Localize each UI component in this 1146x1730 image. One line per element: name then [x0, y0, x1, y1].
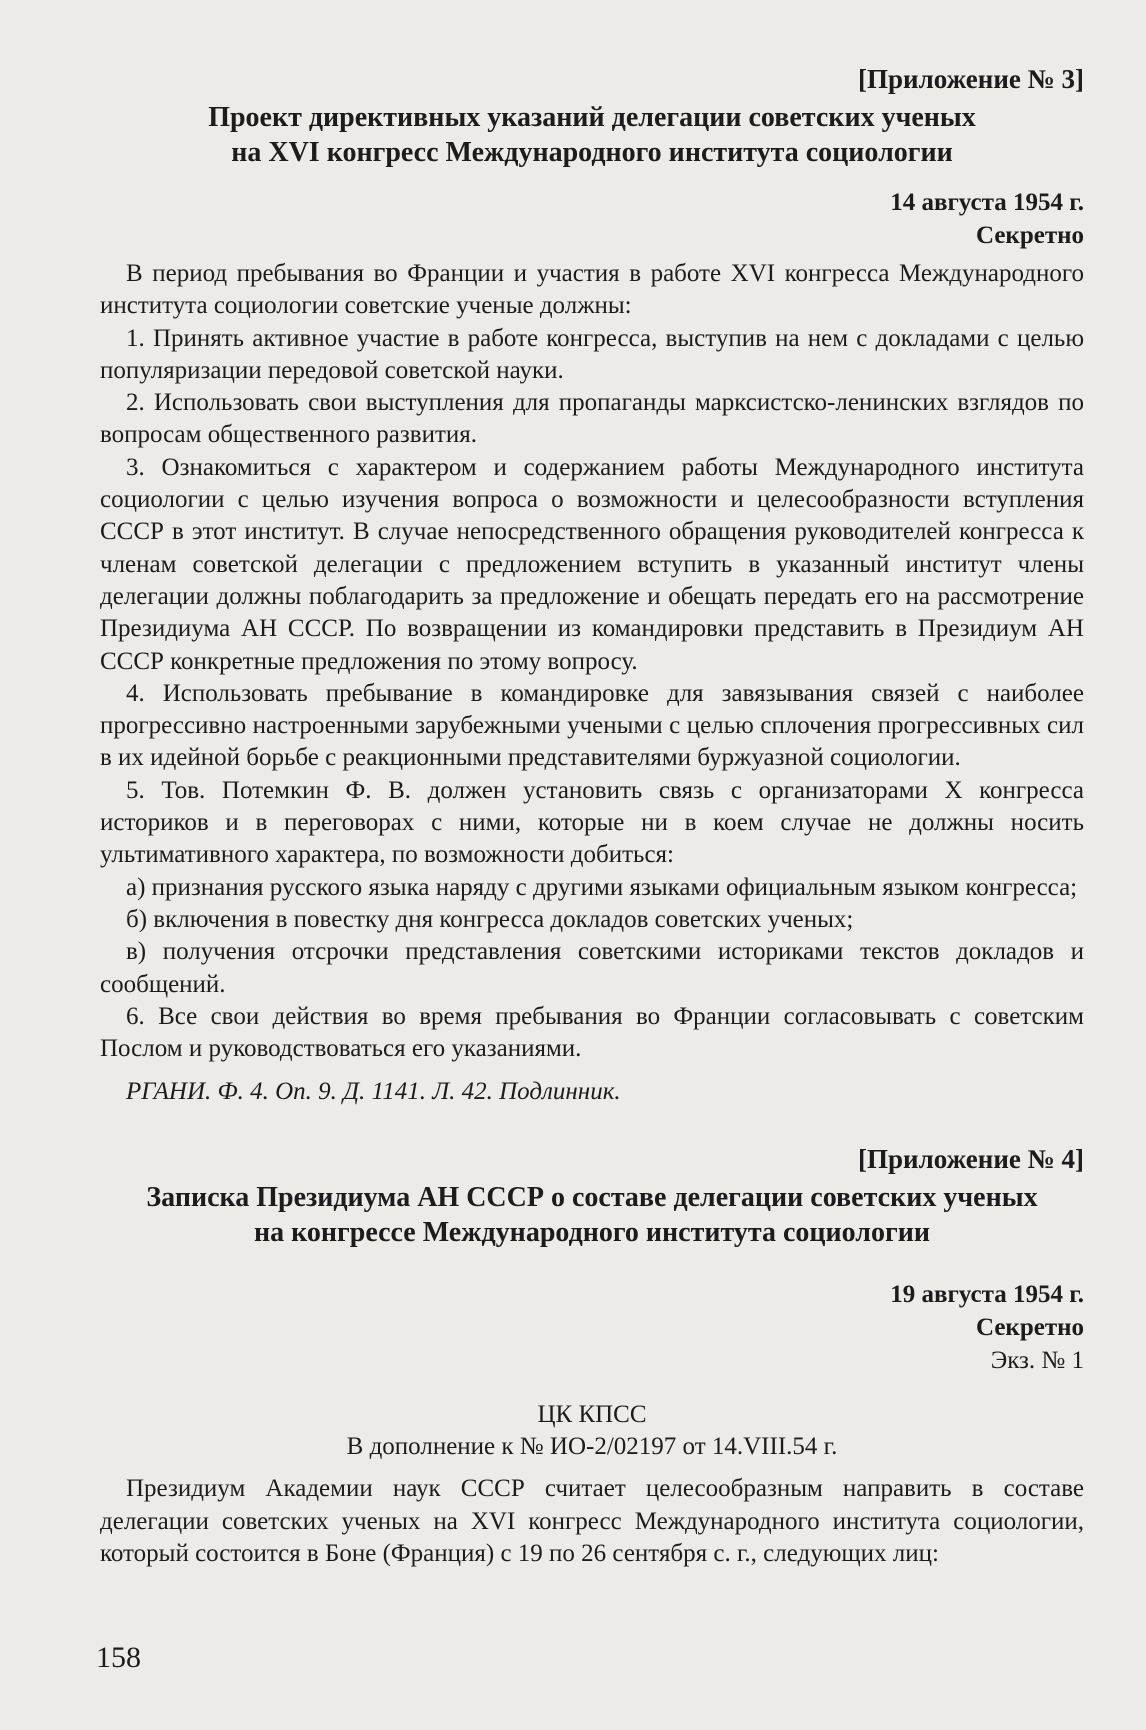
appendix-3-item-1: 1. Принять активное участие в работе конгресса, выступив на нем с докладами с целью популяризации передовой советской науки.: [100, 324, 1084, 384]
appendix-4-title-line-1: Записка Президиума АН СССР о составе делегации советских ученых: [146, 1182, 1038, 1214]
appendix-3-item-2: 2. Использовать свои выступления для пропаганды марксистско-ленинских взглядов по вопросам общественного развития.: [100, 389, 1084, 449]
page-number: 158: [96, 1641, 141, 1674]
appendix-4-body: Президиум Академии наук СССР считает целесообразным направить в составе делегации советских ученых на XVI конгресс Международного института социологии, который состоится в Боне (Франция) с 19 по 26 сентября с. г., следующих лиц:: [100, 1475, 1084, 1568]
appendix-3-date: 14 августа 1954 г.: [890, 189, 1084, 216]
appendix-3-subitem-b: б) включения в повестку дня конгресса докладов советских ученых;: [126, 905, 854, 933]
appendix-3-intro: В период пребывания во Франции и участия в работе XVI конгресса Международного института социологии советские ученые должны:: [100, 260, 1084, 320]
appendix-3-item-4: 4. Использовать пребывание в командировке для завязывания связей с наиболее прогрессивно настроенными зарубежными учеными с целью сплочения прогрессивных сил в их идейной борьбе с реакционными представителями буржуазной социологии.: [100, 679, 1084, 772]
appendix-3-title-line-2: на XVI конгресс Международного института социологии: [231, 137, 953, 168]
appendix-4-reference: В дополнение к № ИО-2/02197 от 14.VIII.54 г.: [346, 1433, 838, 1461]
appendix-3-label: [Приложение № 3]: [858, 64, 1084, 94]
appendix-3-title-line-1: Проект директивных указаний делегации советских ученых: [208, 102, 976, 133]
appendix-4-title-line-2: на конгрессе Международного института социологии: [254, 1217, 930, 1249]
appendix-4-copy-number: Экз. № 1: [990, 1347, 1084, 1375]
appendix-3-title: [100, 100, 1084, 170]
appendix-3-item-3: 3. Ознакомиться с характером и содержанием работы Международного института социологии с целью изучения вопроса о возможности и целесообразности вступления СССР в этот институт. В случае непосредственного обращения руководителей конгресса к членам советской делегации с предложением вступить в указанный институт члены делегации должны поблагодарить за предложение и обещать передать его на рассмотрение Президиума АН СССР. По возвращении из командировки представить в Президиум АН СССР конкретные предложения по этому вопросу.: [100, 453, 1084, 675]
appendix-4-recipient: ЦК КПСС: [537, 1401, 647, 1429]
appendix-4-date: 19 августа 1954 г.: [890, 1281, 1084, 1309]
appendix-3-item-6: 6. Все свои действия во время пребывания во Франции согласовывать с советским Послом и руководствоваться его указаниями.: [100, 1002, 1084, 1063]
appendix-4-secret-mark: Секретно: [975, 1314, 1084, 1342]
appendix-4-label: [Приложение № 4]: [858, 1144, 1084, 1175]
appendix-3-subitem-c: в) получения отсрочки представления советскими историками текстов докладов и сообщений.: [100, 938, 1084, 998]
appendix-3-secret-mark: Секретно: [975, 222, 1084, 249]
appendix-3-subitem-a: а) признания русского языка наряду с другими языками официальным языком конгресса;: [126, 873, 1078, 901]
appendix-3-archive-source: РГАНИ. Ф. 4. Оп. 9. Д. 1141. Л. 42. Подлинник.: [126, 1078, 621, 1106]
appendix-4-title: [100, 1180, 1084, 1250]
appendix-3-item-5: 5. Тов. Потемкин Ф. В. должен установить связь с организаторами X конгресса историков и в переговорах с ними, которые ни в коем случае не должны носить ультимативного характера, по возможности добиться:: [100, 776, 1084, 869]
